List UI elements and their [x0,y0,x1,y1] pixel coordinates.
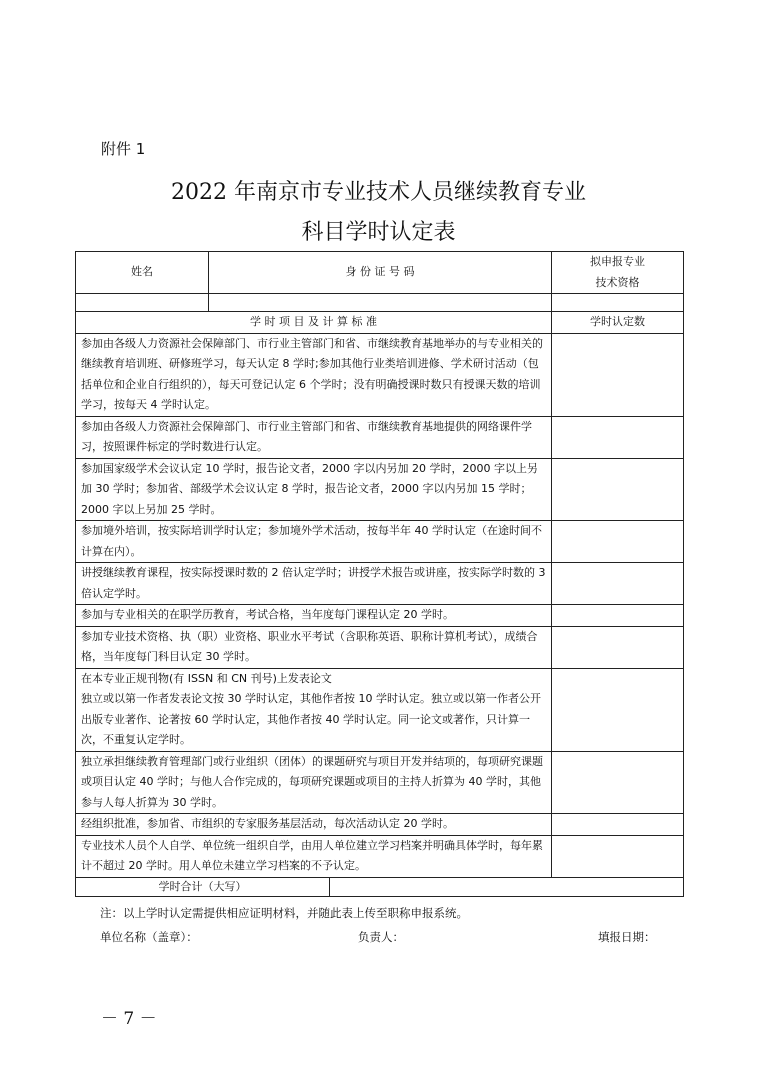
item-row: 讲授继续教育课程，按实际授课时数的 2 倍认定学时；讲授学术报告或讲座，按实际学时数的 3 倍认定学时。 [76,563,552,605]
qualification-cell[interactable] [552,294,684,312]
note: 注：以上学时认定需提供相应证明材料，并随此表上传至职称申报系统。 [100,905,468,920]
total-label: 学时合计（大写） [76,877,330,896]
name-cell[interactable] [76,294,209,312]
hours-cell[interactable] [552,814,684,836]
hours-cell[interactable] [552,626,684,668]
form-body [75,251,683,1029]
page-number: － 7 － [101,1008,157,1029]
attachment-label: 附件 1 [101,140,146,158]
id-header: 身 份 证 号 码 [209,252,552,294]
item-row-paper: 在本专业正规刊物(有 ISSN 和 CN 刊号)上发表论文 独立或以第一作者发表论文按 30 学时认定，其他作者按 10 学时认定。独立或以第一作者公开出版专业著作、论著按 60 学时认定，其他作者按 40 学时认定。同一论文或著作，只计算一次，不重复认定学时。 [76,668,552,751]
hours-header: 学时认定数 [552,312,684,334]
hours-cell[interactable] [552,751,684,814]
hours-cell[interactable] [552,458,684,521]
responsible-person-label: 负责人： [358,929,404,944]
item-row: 参加专业技术资格、执（职）业资格、职业水平考试（含职称英语、职称计算机考试），成绩合格，当年度每门科目认定 30 学时。 [76,626,552,668]
hours-cell[interactable] [552,416,684,458]
id-cell[interactable] [209,294,552,312]
name-header: 姓名 [76,252,209,294]
item-row: 参加国家级学术会议认定 10 学时，报告论文者，2000 字以内另加 20 学时，2000 字以上另加 30 学时；参加省、部级学术会议认定 8 学时，报告论文者，2000 字以内另加 15 学时；2000 字以上另加 25 学时。 [76,458,552,521]
total-cell[interactable] [330,877,684,896]
document-subtitle: 科目学时认定表 [301,220,456,245]
item-row: 参加境外培训，按实际培训学时认定；参加境外学术活动，按每半年 40 学时认定（在途时间不计算在内）。 [76,521,552,563]
hours-table [75,251,684,897]
signature-footer [75,929,683,947]
hours-cell[interactable] [552,563,684,605]
hours-cell[interactable] [552,835,684,877]
item-row: 独立承担继续教育管理部门或行业组织（团体）的课题研究与项目开发并结项的，每项研究课题或项目认定 40 学时；与他人合作完成的，每项研究课题或项目的主持人折算为 40 学时，其他参与人每人折算为 30 学时。 [76,751,552,814]
section-header: 学 时 项 目 及 计 算 标 准 [76,312,552,334]
unit-stamp-label: 单位名称（盖章）： [100,929,198,944]
hours-cell[interactable] [552,333,684,416]
hours-cell[interactable] [552,668,684,751]
hours-cell[interactable] [552,605,684,627]
document-title: 2022 年南京市专业技术人员继续教育专业 [171,180,586,205]
hours-cell[interactable] [552,521,684,563]
item-row: 参加由各级人力资源社会保障部门、市行业主管部门和省、市继续教育基地举办的与专业相关的继续教育培训班、研修班学习，每天认定 8 学时;参加其他行业类培训进修、学术研讨活动（包括单位和企业自行组织的），每天可登记认定 6 个学时；没有明确授课时数只有授课天数的培训学习，按每天 4 学时认定。 [76,333,552,416]
qualification-header: 拟申报专业 技术资格 [552,252,684,294]
item-row: 参加由各级人力资源社会保障部门、市行业主管部门和省、市继续教育基地提供的网络课件学习，按照课件标定的学时数进行认定。 [76,416,552,458]
fill-date-label: 填报日期： [598,929,656,944]
item-row: 专业技术人员个人自学、单位统一组织自学，由用人单位建立学习档案并明确具体学时，每年累计不超过 20 学时。用人单位未建立学习档案的不予认定。 [76,835,552,877]
item-row: 经组织批准，参加省、市组织的专家服务基层活动，每次活动认定 20 学时。 [76,814,552,836]
item-row: 参加与专业相关的在职学历教育，考试合格，当年度每门课程认定 20 学时。 [76,605,552,627]
